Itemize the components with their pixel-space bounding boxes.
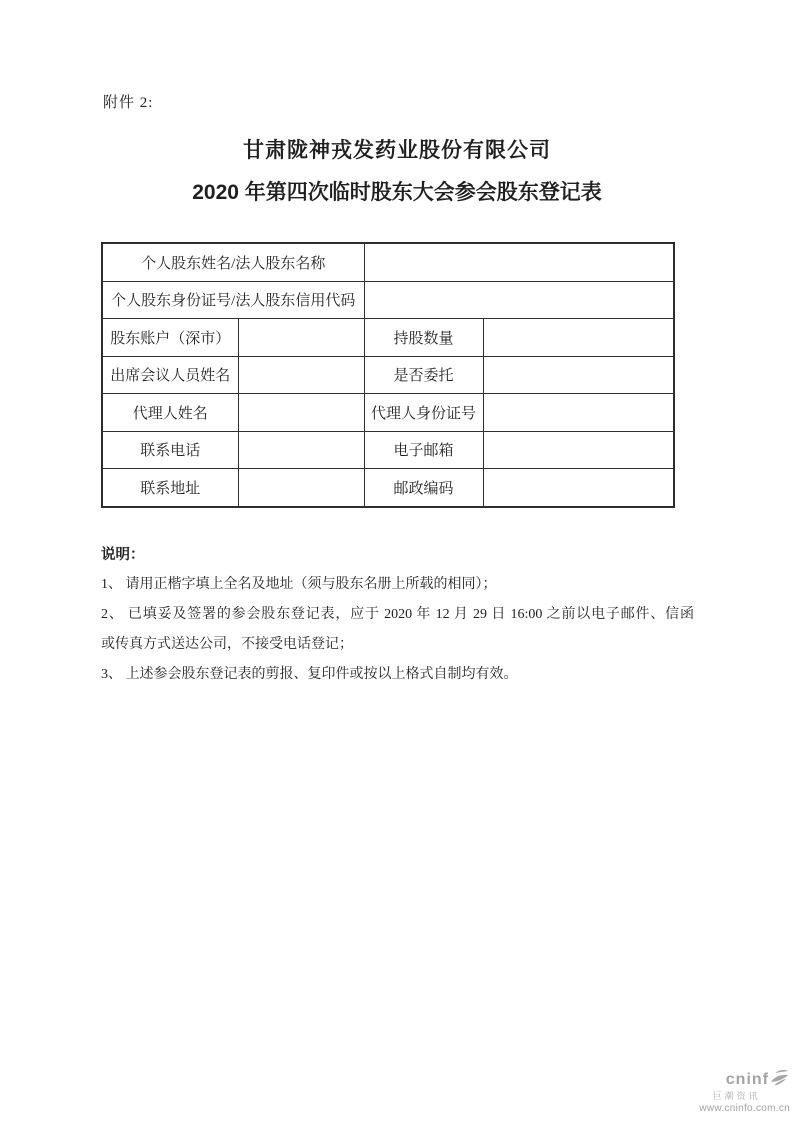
field-value-cell [364,243,674,281]
note-item-line: 2、 已填妥及签署的参会股东登记表，应于 2020 年 12 月 29 日 16:00 之前以电子邮件、信函 [101,607,694,622]
field-value-cell [238,431,364,469]
field-value-cell [238,319,364,357]
field-label: 个人股东身份证号/法人股东信用代码 [102,281,364,319]
attachment-label: 附件 2: [103,95,154,111]
field-label: 代理人姓名 [102,394,238,432]
field-value-cell [238,469,364,507]
note-item-line: 或传真方式送达公司，不接受电话登记； [101,637,353,652]
shareholder-registration-table [101,242,675,508]
field-value-cell [238,394,364,432]
field-value-cell [483,469,674,507]
cninfo-logo-text: cninf [725,1070,769,1088]
field-value-cell [483,356,674,394]
table-row [102,356,674,394]
field-value-cell [483,394,674,432]
field-value-cell [364,281,674,319]
field-label: 电子邮箱 [364,431,483,469]
table-row [102,394,674,432]
field-label: 联系电话 [102,431,238,469]
table-row [102,469,674,507]
company-title: 甘肃陇神戎发药业股份有限公司 [243,139,551,162]
table-row [102,281,674,319]
table-row [102,319,674,357]
field-label: 持股数量 [364,319,483,357]
cninfo-watermark [699,1069,790,1114]
field-label: 出席会议人员姓名 [102,356,238,394]
note-item-line: 3、 上述参会股东登记表的剪报、复印件或按以上格式自制均有效。 [101,667,518,682]
notes-section [101,540,694,690]
field-value-cell [483,319,674,357]
cninfo-url: www.cninfo.com.cn [699,1102,790,1114]
field-label: 代理人身份证号 [364,394,483,432]
field-label: 股东账户（深市） [102,319,238,357]
cninfo-logo-row [699,1069,790,1091]
notes-list [101,570,694,690]
document-subtitle: 2020 年第四次临时股东大会参会股东登记表 [192,181,602,204]
note-item-line: 1、 请用正楷字填上全名及地址（须与股东名册上所载的相同）； [101,577,497,592]
field-label: 是否委托 [364,356,483,394]
notes-heading: 说明： [101,547,145,563]
field-label: 联系地址 [102,469,238,507]
field-value-cell [483,431,674,469]
cninfo-chinese-name: 巨潮资讯 [712,1091,761,1102]
cninfo-swirl-icon [770,1069,789,1091]
field-label: 个人股东姓名/法人股东名称 [102,243,364,281]
table-row [102,431,674,469]
field-label: 邮政编码 [364,469,483,507]
table-row [102,243,674,281]
field-value-cell [238,356,364,394]
